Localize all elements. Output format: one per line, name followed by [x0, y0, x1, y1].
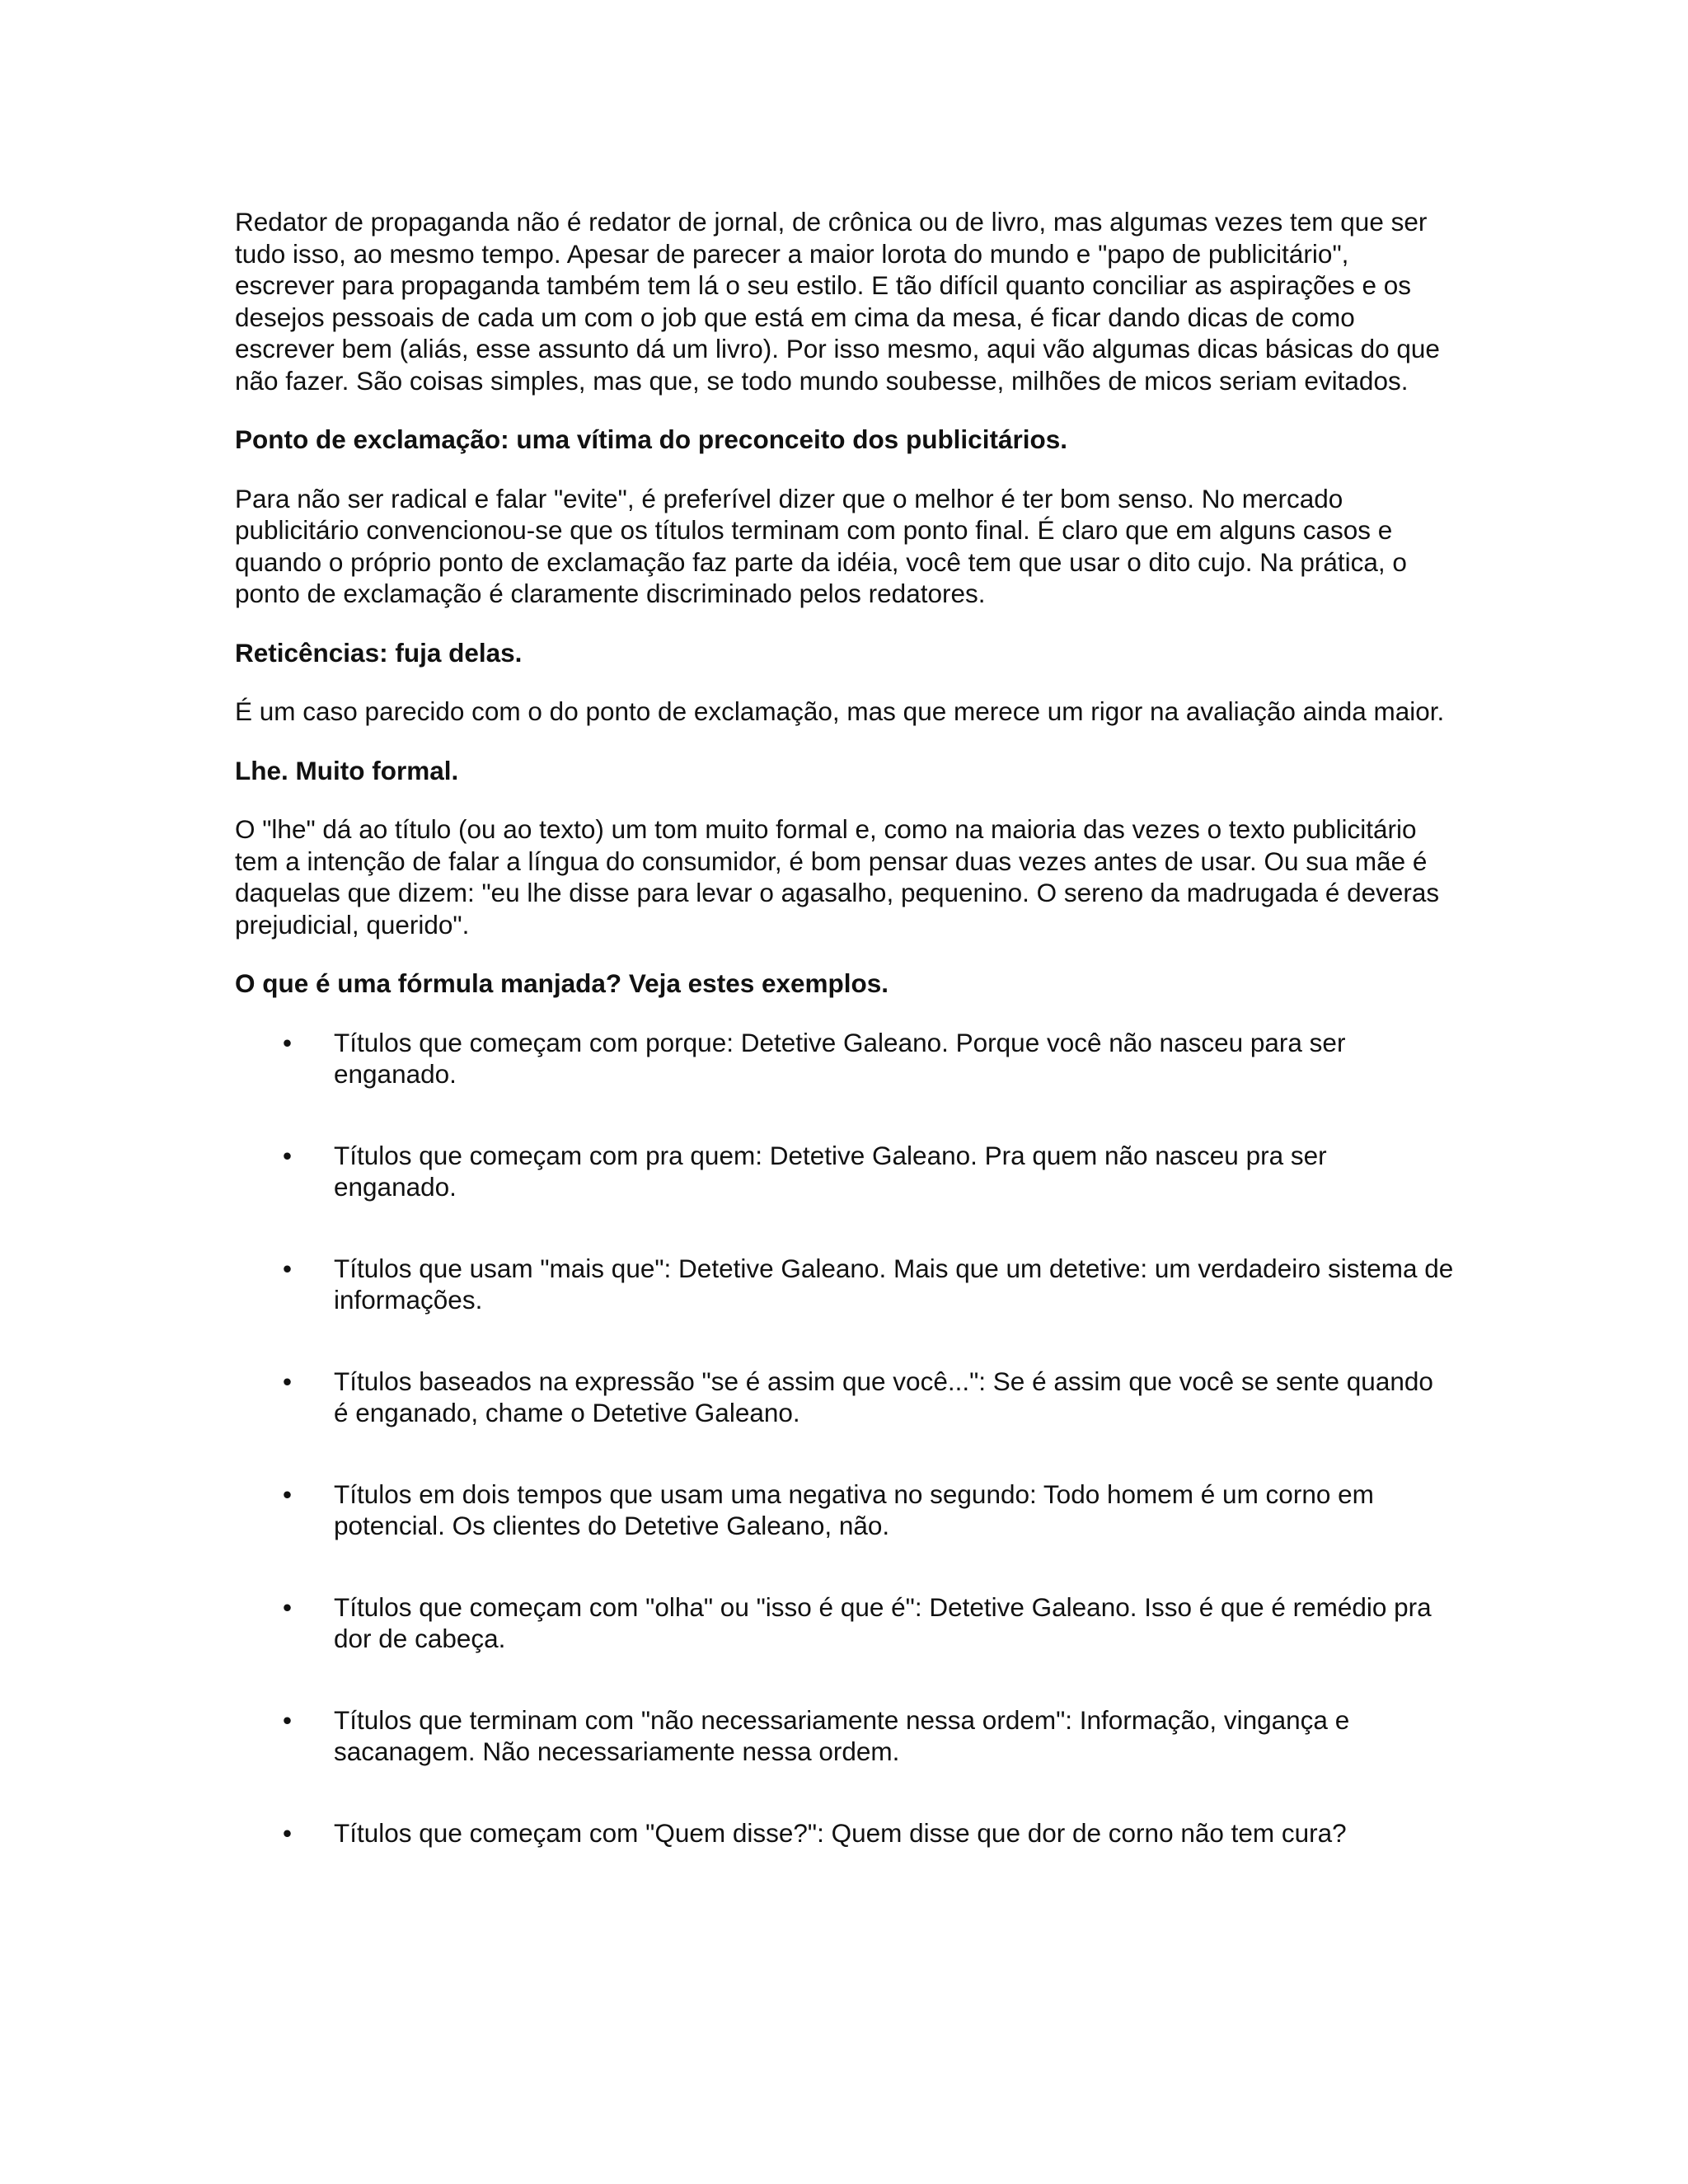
formula-list: [235, 1027, 1455, 1849]
list-item: [235, 1140, 1455, 1203]
list-item-text: Títulos que terminam com "não necessariamente nessa ordem": Informação, vingança e sacanagem. Não necessariamente nessa ordem.: [334, 1704, 1350, 1766]
bullet-icon: •: [283, 1366, 293, 1396]
paragraph-ellipsis: É um caso parecido com o do ponto de exclamação, mas que merece um rigor na avaliação ainda maior.: [235, 696, 1445, 726]
heading-lhe: Lhe. Muito formal.: [235, 755, 459, 785]
list-item: [235, 1027, 1455, 1090]
heading-formulas: O que é uma fórmula manjada? Veja estes exemplos.: [235, 968, 889, 998]
document-page: [235, 206, 1455, 1898]
paragraph-lhe: O "lhe" dá ao título (ou ao texto) um tom muito formal e, como na maioria das vezes o texto publicitário tem a intenção de falar a língua do consumidor, é bom pensar duas vezes antes de usar. Ou sua mãe é daquelas que dizem: "eu lhe disse para levar o agasalho, pequenino. O sereno da madrugada é deveras prejudicial, querido".: [235, 814, 1440, 940]
list-item-text: Títulos que começam com "Quem disse?": Quem disse que dor de corno não tem cura?: [334, 1817, 1347, 1848]
bullet-icon: •: [283, 1817, 293, 1848]
list-item-text: Títulos que começam com porque: Detetive Galeano. Porque você não nasceu para ser enganado.: [334, 1027, 1346, 1089]
list-item: [235, 1817, 1455, 1849]
list-item: [235, 1366, 1455, 1429]
bullet-icon: •: [283, 1140, 293, 1170]
list-item-text: Títulos que usam "mais que": Detetive Galeano. Mais que um detetive: um verdadeiro sistema de informações.: [334, 1253, 1454, 1315]
bullet-icon: •: [283, 1479, 293, 1509]
heading-exclamation: Ponto de exclamação: uma vítima do preconceito dos publicitários.: [235, 424, 1067, 454]
list-item-text: Títulos em dois tempos que usam uma negativa no segundo: Todo homem é um corno em potencial. Os clientes do Detetive Galeano, não.: [334, 1479, 1374, 1540]
bullet-icon: •: [283, 1704, 293, 1735]
list-item-text: Títulos que começam com "olha" ou "isso é que é": Detetive Galeano. Isso é que é remédio pra dor de cabeça.: [334, 1591, 1432, 1653]
bullet-icon: •: [283, 1027, 293, 1057]
intro-paragraph: Redator de propaganda não é redator de jornal, de crônica ou de livro, mas algumas vezes tem que ser tudo isso, ao mesmo tempo. Apesar de parecer a maior lorota do mundo e "papo de publicitário", escrever para propaganda também tem lá o seu estilo. E tão difícil quanto conciliar as aspirações e os desejos pessoais de cada um com o job que está em cima da mesa, é ficar dando dicas de como escrever bem (aliás, esse assunto dá um livro). Por isso mesmo, aqui vão algumas dicas básicas do que não fazer. São coisas simples, mas que, se todo mundo soubesse, milhões de micos seriam evitados.: [235, 207, 1440, 396]
list-item: [235, 1253, 1455, 1316]
list-item-text: Títulos baseados na expressão "se é assim que você...": Se é assim que você se sente quando é enganado, chame o Detetive Galeano.: [334, 1366, 1433, 1427]
list-item: [235, 1591, 1455, 1655]
heading-ellipsis: Reticências: fuja delas.: [235, 637, 523, 668]
list-item: [235, 1704, 1455, 1768]
list-item: [235, 1479, 1455, 1542]
paragraph-exclamation: Para não ser radical e falar "evite", é preferível dizer que o melhor é ter bom senso. No mercado publicitário convencionou-se que os títulos terminam com ponto final. É claro que em alguns casos e quando o próprio ponto de exclamação faz parte da idéia, você tem que usar o dito cujo. Na prática, o ponto de exclamação é claramente discriminado pelos redatores.: [235, 483, 1407, 608]
list-item-text: Títulos que começam com pra quem: Detetive Galeano. Pra quem não nasceu pra ser enganado.: [334, 1140, 1327, 1202]
bullet-icon: •: [283, 1253, 293, 1283]
bullet-icon: •: [283, 1591, 293, 1622]
